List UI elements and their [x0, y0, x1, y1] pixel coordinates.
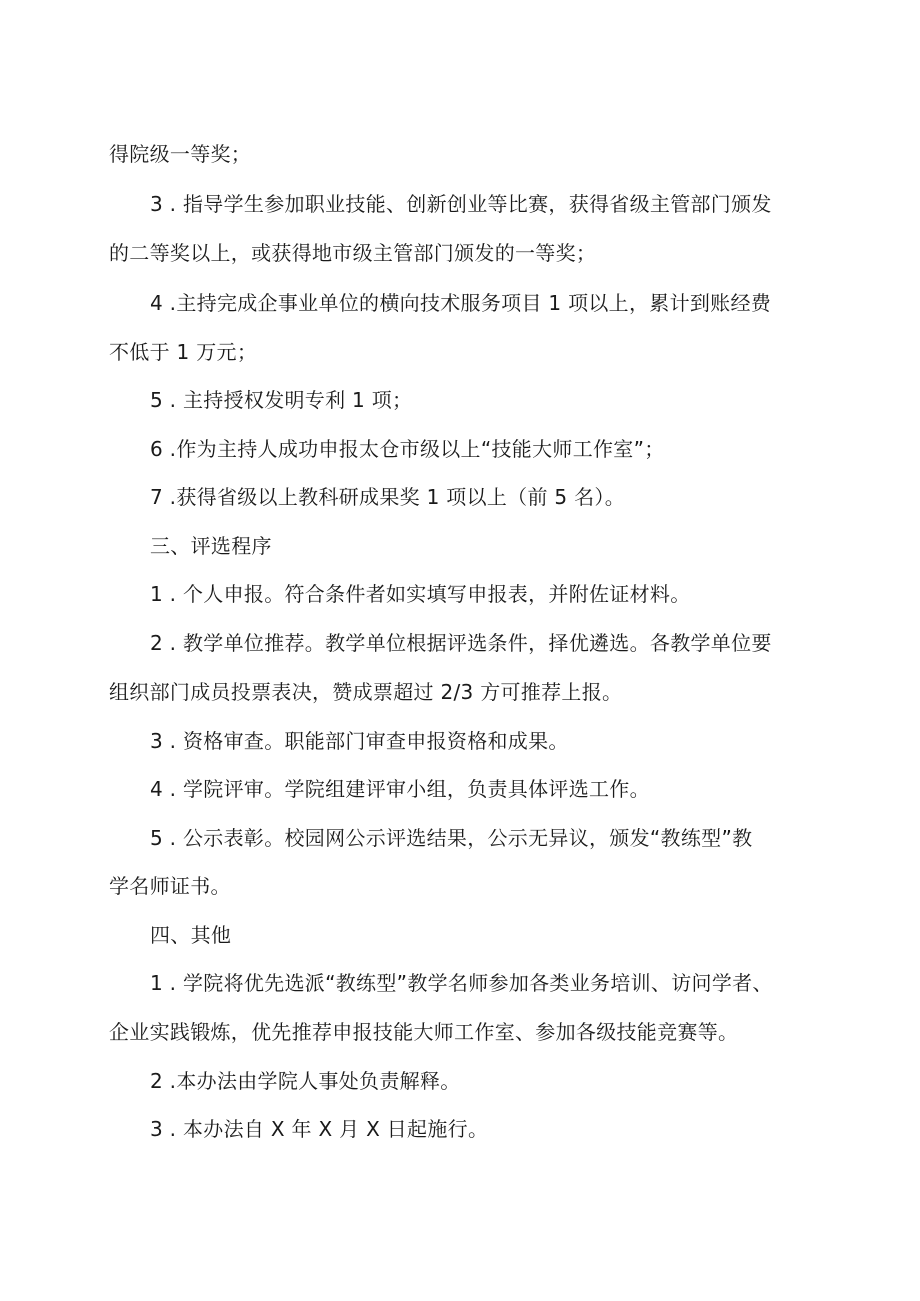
paragraph-line: 7 .获得省级以上教科研成果奖 1 项以上（前 5 名）。	[150, 485, 626, 509]
paragraph-line: 不低于 1 万元；	[109, 340, 258, 364]
paragraph-line: 得院级一等奖；	[109, 142, 252, 166]
paragraph-line: 组织部门成员投票表决，赞成票超过 2/3 方可推荐上报。	[109, 680, 623, 704]
section-heading: 四、其他	[150, 923, 232, 947]
paragraph-line: 1 . 学院将优先选派“教练型”教学名师参加各类业务培训、访问学者、	[150, 971, 773, 995]
paragraph-line: 4 . 学院评审。学院组建评审小组，负责具体评选工作。	[150, 777, 650, 801]
paragraph-line: 企业实践锻炼，优先推荐申报技能大师工作室、参加各级技能竞赛等。	[109, 1020, 739, 1044]
paragraph-line: 6 .作为主持人成功申报太仓市级以上“技能大师工作室”；	[150, 437, 665, 461]
section-heading: 三、评选程序	[150, 534, 272, 558]
paragraph-line: 2 . 教学单位推荐。教学单位根据评选条件，择优遴选。各教学单位要	[150, 631, 772, 655]
paragraph-line: 3 . 资格审查。职能部门审查申报资格和成果。	[150, 729, 569, 753]
paragraph-line: 4 .主持完成企事业单位的横向技术服务项目 1 项以上，累计到账经费	[150, 291, 772, 315]
paragraph-line: 5 . 主持授权发明专利 1 项；	[150, 388, 413, 412]
paragraph-line: 学名师证书。	[109, 874, 231, 898]
paragraph-line: 3 . 本办法自 X 年 X 月 X 日起施行。	[150, 1117, 489, 1141]
paragraph-line: 1 . 个人申报。符合条件者如实填写申报表，并附佐证材料。	[150, 582, 691, 606]
paragraph-line: 3 . 指导学生参加职业技能、创新创业等比赛，获得省级主管部门颁发	[150, 192, 772, 216]
paragraph-line: 2 .本办法由学院人事处负责解释。	[150, 1069, 461, 1093]
paragraph-line: 5 . 公示表彰。校园网公示评选结果，公示无异议，颁发“教练型”教	[150, 826, 753, 850]
paragraph-line: 的二等奖以上，或获得地市级主管部门颁发的一等奖；	[109, 241, 597, 265]
